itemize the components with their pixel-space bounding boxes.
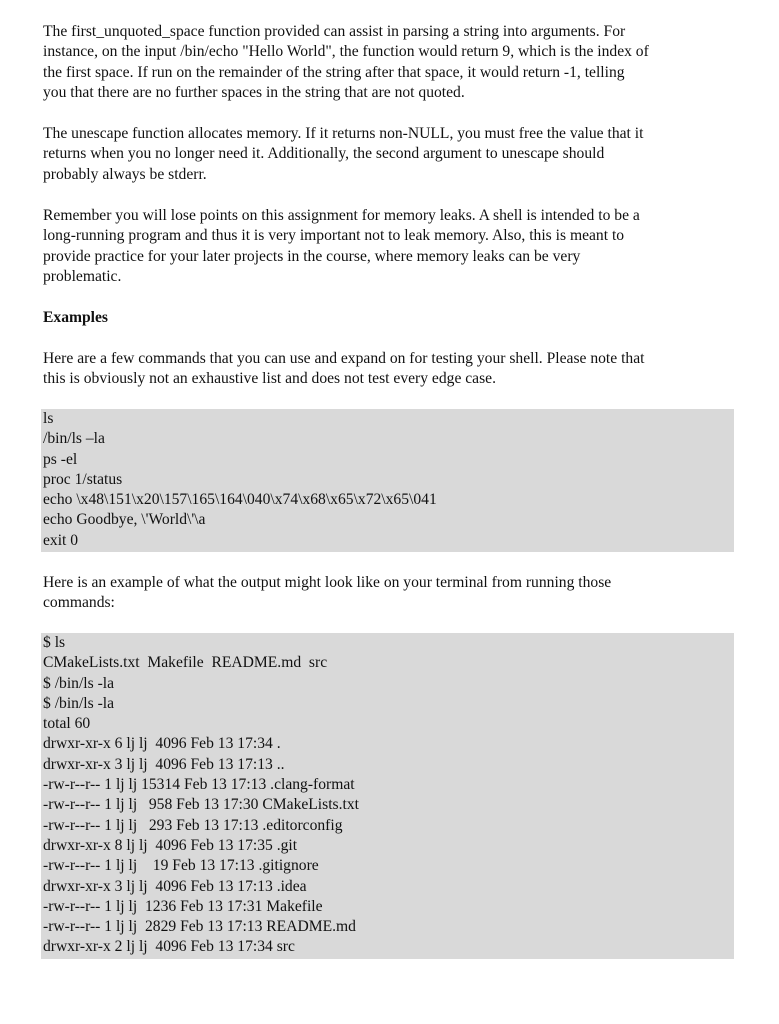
output-line: drwxr-xr-x 6 lj lj 4096 Feb 13 17:34 . — [43, 735, 281, 753]
command-line: /bin/ls –la — [43, 430, 105, 448]
output-line: -rw-r--r-- 1 lj lj 2829 Feb 13 17:13 README.md — [43, 918, 356, 936]
output-line: $ /bin/ls -la — [43, 674, 115, 692]
output-line: -rw-r--r-- 1 lj lj 19 Feb 13 17:13 .gitignore — [43, 857, 319, 875]
output-line: $ /bin/ls -la — [43, 694, 115, 712]
output-line: total 60 — [43, 715, 91, 733]
examples-heading: Examples — [43, 309, 108, 326]
output-line: $ ls — [43, 634, 66, 651]
output-line: -rw-r--r-- 1 lj lj 15314 Feb 13 17:13 .clang-format — [43, 776, 355, 794]
paragraph-examples-intro: Here are a few commands that you can use and expand on for testing your shell. Please note that this is obviously not an exhaustive list and does not test every edge case. — [43, 350, 645, 388]
output-line: drwxr-xr-x 8 lj lj 4096 Feb 13 17:35 .git — [43, 836, 298, 854]
paragraph-first-unquoted-space: The first_unquoted_space function provided can assist in parsing a string into arguments. For instance, on the input /bin/echo "Hello World", the function would return 9, which is the index of the first space. If run on the remainder of the string after that space, it would return -1, telling you that there are no further spaces in the string that are not quoted. — [43, 23, 649, 101]
output-line: -rw-r--r-- 1 lj lj 958 Feb 13 17:30 CMakeLists.txt — [43, 796, 359, 814]
commands-code-block — [41, 409, 734, 552]
output-line: drwxr-xr-x 3 lj lj 4096 Feb 13 17:13 .idea — [43, 877, 307, 895]
command-line: ls — [43, 410, 54, 427]
output-line: -rw-r--r-- 1 lj lj 1236 Feb 13 17:31 Makefile — [43, 897, 323, 915]
output-line: drwxr-xr-x 2 lj lj 4096 Feb 13 17:34 src — [43, 938, 295, 956]
paragraph-memory-leaks: Remember you will lose points on this assignment for memory leaks. A shell is intended to be a long-running program and thus it is very important not to leak memory. Also, this is meant to provide practice for your later projects in the course, where memory leaks can be very problematic. — [43, 207, 640, 285]
command-line: proc 1/status — [43, 470, 123, 488]
output-code-block — [41, 633, 734, 959]
paragraph-unescape: The unescape function allocates memory. If it returns non-NULL, you must free the value that it returns when you no longer need it. Additionally, the second argument to unescape should probably always be stderr. — [43, 125, 644, 183]
command-line: echo Goodbye, \'World\'\a — [43, 511, 206, 529]
output-line: CMakeLists.txt Makefile README.md src — [43, 654, 328, 672]
command-line: exit 0 — [43, 531, 79, 549]
command-line: ps -el — [43, 450, 78, 468]
output-line: -rw-r--r-- 1 lj lj 293 Feb 13 17:13 .editorconfig — [43, 816, 343, 834]
output-line: drwxr-xr-x 3 lj lj 4096 Feb 13 17:13 .. — [43, 755, 285, 773]
paragraph-output-intro: Here is an example of what the output might look like on your terminal from running those commands: — [43, 574, 612, 612]
command-line: echo \x48\151\x20\157\165\164\040\x74\x68\x65\x72\x65\041 — [43, 491, 437, 509]
